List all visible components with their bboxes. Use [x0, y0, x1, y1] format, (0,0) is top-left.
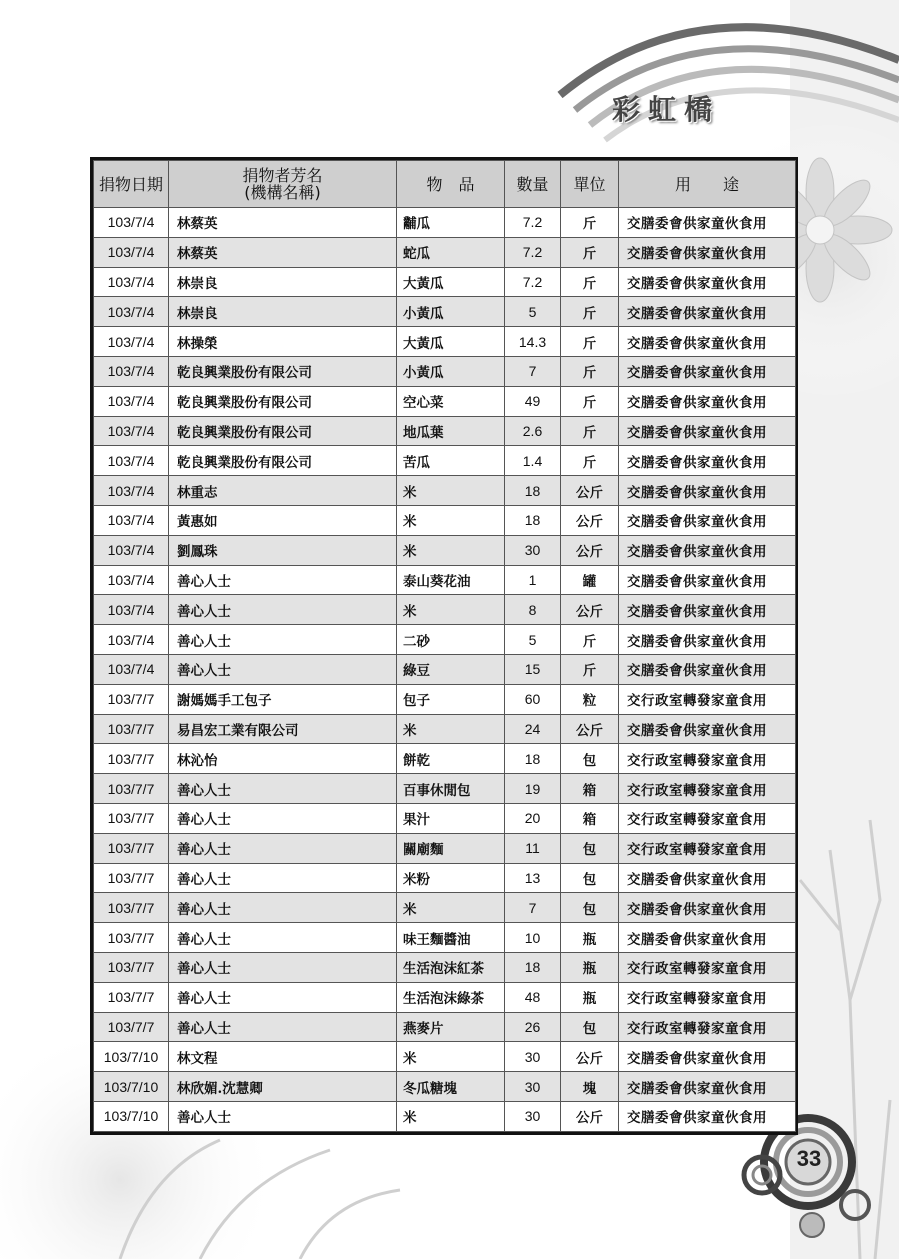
cell-date: 103/7/4	[94, 505, 169, 535]
header-item: 物 品	[397, 161, 505, 208]
donation-table	[90, 157, 798, 1135]
cell-donor: 林蔡英	[169, 237, 397, 267]
cell-item: 米	[397, 1042, 505, 1072]
table-row	[94, 386, 796, 416]
cell-quantity: 30	[505, 535, 561, 565]
cell-unit: 瓶	[561, 952, 619, 982]
cell-donor: 林重志	[169, 476, 397, 506]
cell-date: 103/7/4	[94, 446, 169, 476]
cell-purpose: 交行政室轉發家童食用	[619, 833, 796, 863]
cell-unit: 罐	[561, 565, 619, 595]
cell-purpose: 交膳委會供家童伙食用	[619, 237, 796, 267]
cell-donor: 劉鳳珠	[169, 535, 397, 565]
cell-purpose: 交膳委會供家童伙食用	[619, 1101, 796, 1131]
header-donor	[169, 161, 397, 208]
cell-purpose: 交膳委會供家童伙食用	[619, 654, 796, 684]
table-row	[94, 893, 796, 923]
cell-item: 空心菜	[397, 386, 505, 416]
cell-quantity: 14.3	[505, 327, 561, 357]
cell-donor: 林操榮	[169, 327, 397, 357]
table-row	[94, 1101, 796, 1131]
cell-date: 103/7/4	[94, 327, 169, 357]
cell-quantity: 15	[505, 654, 561, 684]
cell-date: 103/7/4	[94, 267, 169, 297]
cell-donor: 善心人士	[169, 803, 397, 833]
cell-unit: 包	[561, 744, 619, 774]
cell-unit: 包	[561, 1012, 619, 1042]
cell-donor: 乾良興業股份有限公司	[169, 446, 397, 476]
cell-item: 味王麵醬油	[397, 923, 505, 953]
cell-purpose: 交行政室轉發家童食用	[619, 982, 796, 1012]
cell-quantity: 18	[505, 476, 561, 506]
table-row	[94, 476, 796, 506]
cell-donor: 善心人士	[169, 565, 397, 595]
cell-donor: 乾良興業股份有限公司	[169, 386, 397, 416]
cell-item: 小黃瓜	[397, 356, 505, 386]
cell-donor: 善心人士	[169, 833, 397, 863]
cell-donor: 善心人士	[169, 774, 397, 804]
cell-unit: 斤	[561, 237, 619, 267]
cell-unit: 公斤	[561, 1101, 619, 1131]
cell-item: 餅乾	[397, 744, 505, 774]
cell-unit: 斤	[561, 327, 619, 357]
table-row	[94, 237, 796, 267]
header-use: 用 途	[619, 161, 796, 208]
cell-item: 關廟麵	[397, 833, 505, 863]
cell-purpose: 交膳委會供家童伙食用	[619, 1072, 796, 1102]
table-row	[94, 1012, 796, 1042]
header-unit: 單位	[561, 161, 619, 208]
cell-item: 米	[397, 476, 505, 506]
cell-quantity: 7.2	[505, 208, 561, 238]
cell-date: 103/7/4	[94, 416, 169, 446]
table-row	[94, 535, 796, 565]
cell-donor: 善心人士	[169, 595, 397, 625]
cell-unit: 公斤	[561, 505, 619, 535]
cell-date: 103/7/7	[94, 714, 169, 744]
cell-donor: 林崇良	[169, 297, 397, 327]
cell-quantity: 7.2	[505, 237, 561, 267]
cell-unit: 斤	[561, 446, 619, 476]
header-date: 捐物日期	[94, 161, 169, 208]
cell-quantity: 20	[505, 803, 561, 833]
cell-date: 103/7/4	[94, 356, 169, 386]
table-row	[94, 595, 796, 625]
cell-quantity: 8	[505, 595, 561, 625]
cell-purpose: 交膳委會供家童伙食用	[619, 863, 796, 893]
cell-purpose: 交膳委會供家童伙食用	[619, 595, 796, 625]
cell-date: 103/7/4	[94, 654, 169, 684]
cell-item: 米	[397, 893, 505, 923]
cell-date: 103/7/7	[94, 833, 169, 863]
cell-donor: 林沁怡	[169, 744, 397, 774]
cell-quantity: 5	[505, 297, 561, 327]
cell-item: 冬瓜糖塊	[397, 1072, 505, 1102]
cell-purpose: 交膳委會供家童伙食用	[619, 327, 796, 357]
cell-quantity: 24	[505, 714, 561, 744]
cell-donor: 謝媽媽手工包子	[169, 684, 397, 714]
table-row	[94, 1072, 796, 1102]
page-number: 33	[796, 1146, 822, 1171]
cell-date: 103/7/7	[94, 803, 169, 833]
cell-unit: 瓶	[561, 982, 619, 1012]
cell-donor: 乾良興業股份有限公司	[169, 356, 397, 386]
cell-purpose: 交行政室轉發家童食用	[619, 803, 796, 833]
cell-quantity: 48	[505, 982, 561, 1012]
cell-unit: 公斤	[561, 595, 619, 625]
cell-item: 泰山葵花油	[397, 565, 505, 595]
cell-item: 大黃瓜	[397, 267, 505, 297]
header-donor-name: 捐物者芳名	[242, 166, 323, 185]
cell-date: 103/7/10	[94, 1101, 169, 1131]
cell-donor: 林文程	[169, 1042, 397, 1072]
cell-purpose: 交膳委會供家童伙食用	[619, 535, 796, 565]
cell-quantity: 49	[505, 386, 561, 416]
cell-date: 103/7/7	[94, 952, 169, 982]
cell-item: 小黃瓜	[397, 297, 505, 327]
table-row	[94, 774, 796, 804]
cell-date: 103/7/7	[94, 684, 169, 714]
cell-item: 果汁	[397, 803, 505, 833]
cell-unit: 箱	[561, 803, 619, 833]
cell-quantity: 7.2	[505, 267, 561, 297]
cell-quantity: 7	[505, 893, 561, 923]
cell-item: 米	[397, 714, 505, 744]
cell-purpose: 交膳委會供家童伙食用	[619, 476, 796, 506]
cell-unit: 包	[561, 893, 619, 923]
cell-quantity: 1	[505, 565, 561, 595]
cell-purpose: 交行政室轉發家童食用	[619, 774, 796, 804]
cell-donor: 易昌宏工業有限公司	[169, 714, 397, 744]
table-row	[94, 267, 796, 297]
cell-date: 103/7/7	[94, 893, 169, 923]
cell-date: 103/7/4	[94, 386, 169, 416]
cell-purpose: 交膳委會供家童伙食用	[619, 386, 796, 416]
table-row	[94, 625, 796, 655]
table-row	[94, 684, 796, 714]
cell-date: 103/7/4	[94, 237, 169, 267]
cell-date: 103/7/4	[94, 208, 169, 238]
cell-donor: 黃惠如	[169, 505, 397, 535]
cell-item: 生活泡沫紅茶	[397, 952, 505, 982]
cell-item: 包子	[397, 684, 505, 714]
cell-date: 103/7/7	[94, 863, 169, 893]
cell-purpose: 交膳委會供家童伙食用	[619, 416, 796, 446]
cell-donor: 善心人士	[169, 863, 397, 893]
cell-purpose: 交膳委會供家童伙食用	[619, 1042, 796, 1072]
cell-date: 103/7/7	[94, 774, 169, 804]
cell-date: 103/7/10	[94, 1042, 169, 1072]
cell-donor: 乾良興業股份有限公司	[169, 416, 397, 446]
cell-item: 生活泡沫綠茶	[397, 982, 505, 1012]
header-title: 彩虹橋	[612, 93, 721, 126]
cell-unit: 瓶	[561, 923, 619, 953]
table-row	[94, 1042, 796, 1072]
cell-unit: 公斤	[561, 476, 619, 506]
cell-item: 米	[397, 535, 505, 565]
table-row	[94, 356, 796, 386]
cell-quantity: 30	[505, 1101, 561, 1131]
cell-quantity: 30	[505, 1042, 561, 1072]
cell-item: 二砂	[397, 625, 505, 655]
cell-item: 燕麥片	[397, 1012, 505, 1042]
cell-item: 蛇瓜	[397, 237, 505, 267]
cell-quantity: 18	[505, 952, 561, 982]
cell-item: 米	[397, 595, 505, 625]
cell-unit: 斤	[561, 356, 619, 386]
cell-unit: 箱	[561, 774, 619, 804]
cell-quantity: 26	[505, 1012, 561, 1042]
cell-purpose: 交行政室轉發家童食用	[619, 952, 796, 982]
cell-unit: 斤	[561, 654, 619, 684]
cell-item: 苦瓜	[397, 446, 505, 476]
cell-purpose: 交膳委會供家童伙食用	[619, 446, 796, 476]
table-row	[94, 744, 796, 774]
table-row	[94, 863, 796, 893]
cell-item: 米粉	[397, 863, 505, 893]
cell-item: 米	[397, 505, 505, 535]
cell-quantity: 10	[505, 923, 561, 953]
cell-quantity: 5	[505, 625, 561, 655]
cell-purpose: 交行政室轉發家童食用	[619, 744, 796, 774]
cell-purpose: 交膳委會供家童伙食用	[619, 297, 796, 327]
table-header-row	[94, 161, 796, 208]
cell-unit: 粒	[561, 684, 619, 714]
cell-quantity: 60	[505, 684, 561, 714]
table-row	[94, 714, 796, 744]
table-row	[94, 416, 796, 446]
cell-donor: 善心人士	[169, 982, 397, 1012]
table-row	[94, 982, 796, 1012]
cell-quantity: 18	[505, 744, 561, 774]
cell-unit: 斤	[561, 267, 619, 297]
table-row	[94, 654, 796, 684]
cell-quantity: 30	[505, 1072, 561, 1102]
cell-donor: 善心人士	[169, 923, 397, 953]
cell-unit: 公斤	[561, 1042, 619, 1072]
cell-date: 103/7/7	[94, 1012, 169, 1042]
cell-date: 103/7/4	[94, 297, 169, 327]
cell-donor: 善心人士	[169, 952, 397, 982]
cell-donor: 善心人士	[169, 1101, 397, 1131]
cell-purpose: 交膳委會供家童伙食用	[619, 208, 796, 238]
cell-date: 103/7/4	[94, 535, 169, 565]
cell-item: 地瓜葉	[397, 416, 505, 446]
cell-purpose: 交膳委會供家童伙食用	[619, 267, 796, 297]
cell-donor: 善心人士	[169, 893, 397, 923]
cell-purpose: 交膳委會供家童伙食用	[619, 714, 796, 744]
cell-purpose: 交膳委會供家童伙食用	[619, 356, 796, 386]
cell-item: 百事休閒包	[397, 774, 505, 804]
cell-date: 103/7/4	[94, 565, 169, 595]
table-row	[94, 446, 796, 476]
cell-purpose: 交膳委會供家童伙食用	[619, 505, 796, 535]
cell-purpose: 交膳委會供家童伙食用	[619, 625, 796, 655]
cell-unit: 公斤	[561, 714, 619, 744]
cell-unit: 斤	[561, 297, 619, 327]
cell-date: 103/7/7	[94, 744, 169, 774]
cell-donor: 善心人士	[169, 625, 397, 655]
cell-purpose: 交膳委會供家童伙食用	[619, 923, 796, 953]
cell-unit: 包	[561, 833, 619, 863]
table-row	[94, 952, 796, 982]
table-row	[94, 208, 796, 238]
cell-quantity: 11	[505, 833, 561, 863]
cell-item: 大黃瓜	[397, 327, 505, 357]
cell-item: 米	[397, 1101, 505, 1131]
table-row	[94, 297, 796, 327]
table-row	[94, 923, 796, 953]
table-row	[94, 803, 796, 833]
cell-quantity: 18	[505, 505, 561, 535]
cell-date: 103/7/4	[94, 595, 169, 625]
cell-quantity: 7	[505, 356, 561, 386]
cell-purpose: 交膳委會供家童伙食用	[619, 893, 796, 923]
cell-donor: 林欣媚.沈慧卿	[169, 1072, 397, 1102]
cell-item: 綠豆	[397, 654, 505, 684]
cell-date: 103/7/7	[94, 982, 169, 1012]
cell-unit: 斤	[561, 625, 619, 655]
cell-quantity: 2.6	[505, 416, 561, 446]
table-row	[94, 327, 796, 357]
cell-unit: 斤	[561, 386, 619, 416]
cell-date: 103/7/10	[94, 1072, 169, 1102]
cell-quantity: 13	[505, 863, 561, 893]
cell-purpose: 交行政室轉發家童食用	[619, 684, 796, 714]
cell-quantity: 1.4	[505, 446, 561, 476]
table-row	[94, 505, 796, 535]
table-row	[94, 833, 796, 863]
cell-unit: 公斤	[561, 535, 619, 565]
cell-date: 103/7/4	[94, 476, 169, 506]
cell-unit: 塊	[561, 1072, 619, 1102]
cell-quantity: 19	[505, 774, 561, 804]
header-donor-org: (機構名稱)	[244, 183, 321, 202]
cell-unit: 斤	[561, 208, 619, 238]
cell-donor: 善心人士	[169, 1012, 397, 1042]
cell-unit: 斤	[561, 416, 619, 446]
cell-purpose: 交行政室轉發家童食用	[619, 1012, 796, 1042]
cell-donor: 善心人士	[169, 654, 397, 684]
cell-item: 黼瓜	[397, 208, 505, 238]
cell-date: 103/7/7	[94, 923, 169, 953]
table-row	[94, 565, 796, 595]
cell-purpose: 交膳委會供家童伙食用	[619, 565, 796, 595]
cell-date: 103/7/4	[94, 625, 169, 655]
cell-donor: 林崇良	[169, 267, 397, 297]
cell-unit: 包	[561, 863, 619, 893]
header-qty: 數量	[505, 161, 561, 208]
cell-donor: 林蔡英	[169, 208, 397, 238]
